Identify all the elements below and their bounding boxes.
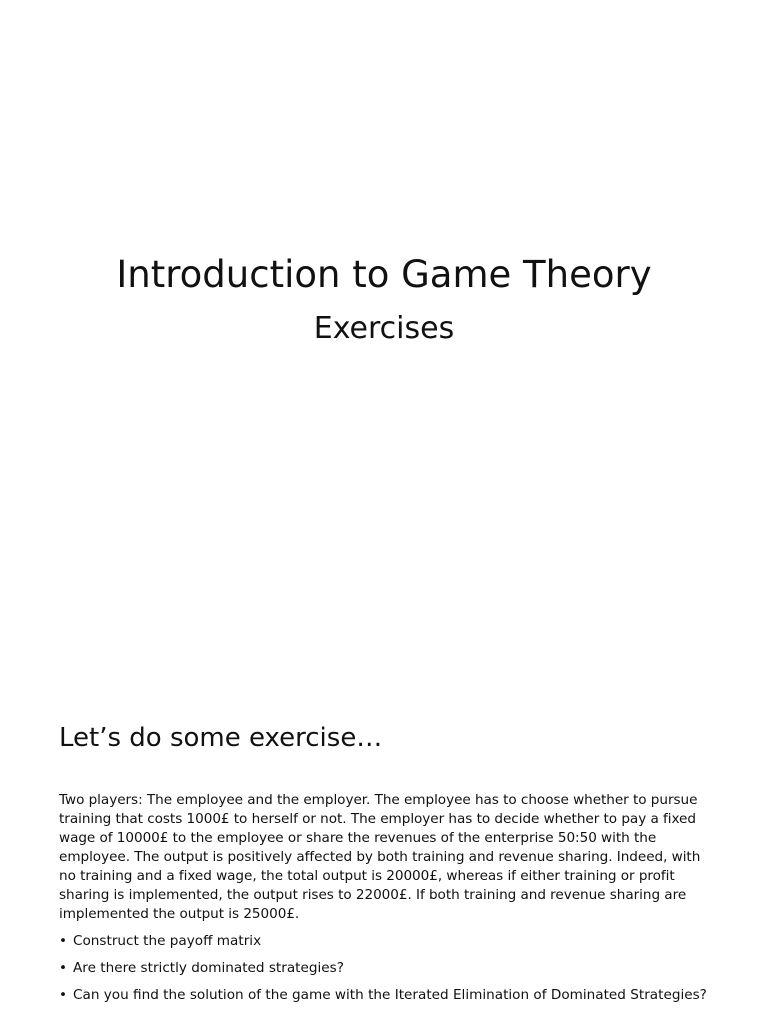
list-item: • Are there strictly dominated strategies?	[59, 959, 709, 978]
slide-subtitle: Exercises	[313, 311, 455, 346]
exercise-description: Two players: The employee and the employer. The employee has to choose whether to pursue training that costs 1000£ to herself or not. The employer has to decide whether to pay a fixed wage of 10000£ to the employee or share the revenues of the enterprise 50:50 with the employee. The output is positively affected by both training and revenue sharing. Indeed, with no training and a fixed wage, the total output is 20000£, whereas if either training or profit sharing is implemented, the output rises to 22000£. If both training and revenue sharing are implemented the output is 25000£.	[59, 792, 701, 922]
slide-title: Introduction to Game Theory	[116, 253, 652, 296]
exercise-slide	[0, 576, 768, 1024]
question-list	[59, 932, 709, 1013]
list-item: • Construct the payoff matrix	[59, 932, 709, 951]
exercise-title: Let’s do some exercise…	[59, 723, 383, 753]
list-item: • Can you find the solution of the game with the Iterated Elimination of Dominated Strategies?	[59, 986, 709, 1005]
